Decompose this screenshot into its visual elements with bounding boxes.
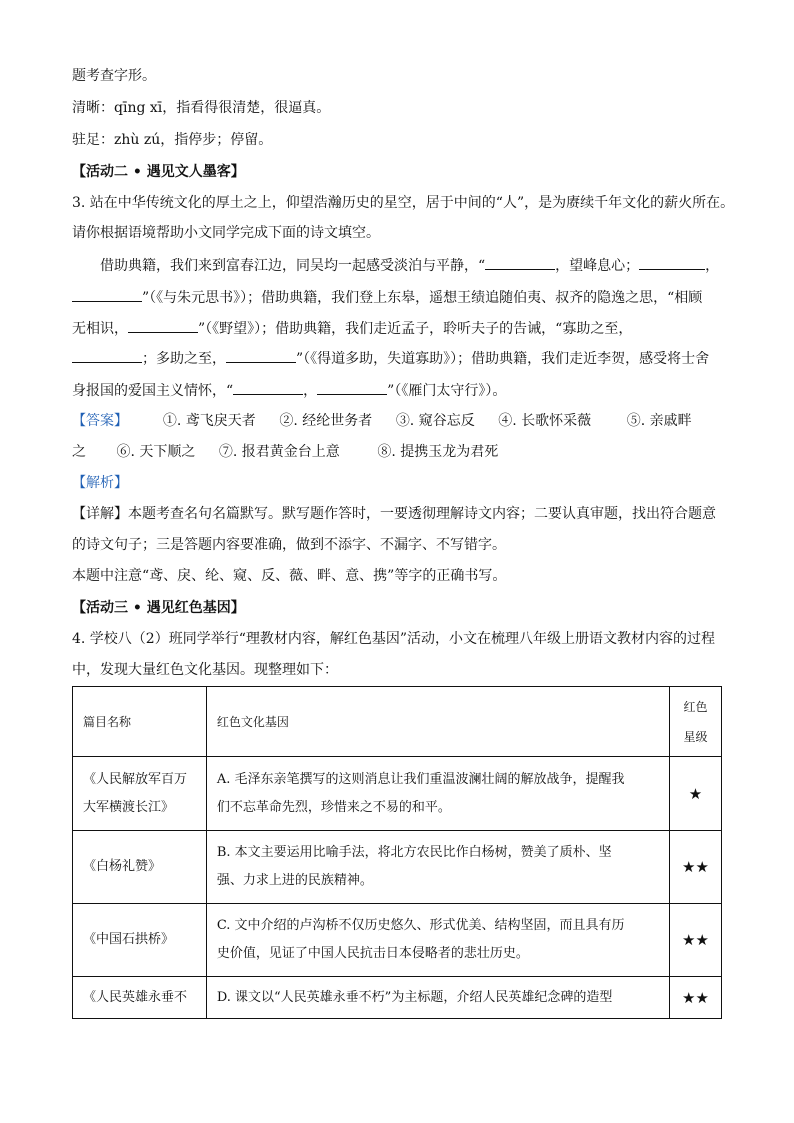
- row-gene-line: 们不忘革命先烈，珍惜来之不易的和平。: [216, 799, 451, 815]
- table-row: [73, 904, 722, 977]
- fill-blank-6[interactable]: [233, 380, 303, 395]
- row-title: 《中国石拱桥》: [73, 904, 207, 977]
- passage-text: ”（《雁门太守行》）。: [387, 383, 507, 399]
- passage-text: ”（《野望》）；借助典籍，我们走近孟子，聆听夫子的告诫，“寡助之至，: [198, 321, 633, 337]
- text-line: 题考查字形。: [72, 68, 156, 84]
- answer-8: ⑧. 提携玉龙为君死: [377, 444, 499, 460]
- row-title-line: 《人民解放军百万: [83, 771, 188, 787]
- passage-text: ”（《得道多助，失道寡助》）；借助典籍，我们走近李贺，感受将士舍: [296, 351, 710, 367]
- note-text: 本题中注意“鸢、戾、纶、窥、反、薇、畔、意、携”等字的正确书写。: [72, 568, 507, 584]
- answer-7: ⑦. 报君黄金台上意: [218, 444, 340, 460]
- text-line: 清晰：qīng xī，指看得很清楚，很逼真。: [72, 100, 331, 116]
- row-title: 《白杨礼赞》: [73, 831, 207, 904]
- answer-label: 【答案】: [72, 413, 128, 429]
- table-row: [73, 757, 722, 831]
- passage-line: [72, 287, 702, 308]
- answer-1: ①. 鸢飞戾天者: [162, 413, 256, 429]
- table-header-row: [73, 687, 722, 757]
- row-gene-line: 强、力求上进的民族精神。: [216, 873, 373, 888]
- header-stars-line2: 星级: [683, 729, 708, 744]
- section-heading-activity-3: 【活动三 • 遇见红色基因】: [72, 600, 245, 616]
- row-gene-line: A. 毛泽东亲笔撰写的这则消息让我们重温波澜壮阔的解放战争，提醒我: [216, 771, 625, 787]
- red-gene-table: [72, 686, 722, 1019]
- answer-4: ④. 长歌怀采薇: [498, 413, 592, 429]
- analysis-label: 【解析】: [72, 475, 128, 491]
- answer-5-cont: 之: [72, 444, 86, 460]
- passage-text: ，: [303, 383, 318, 399]
- passage-line: [72, 348, 709, 369]
- header-stars: [669, 687, 721, 757]
- question-3-text: 请你根据语境帮助小文同学完成下面的诗文填空。: [72, 225, 380, 241]
- answer-line: [72, 411, 692, 431]
- section-heading-activity-2: 【活动二 • 遇见文人墨客】: [72, 164, 245, 180]
- question-4-text: 4. 学校八（2）班同学举行“理教材内容，解红色基因”活动，小文在梳理八年级上册语文教材内容的过程: [72, 631, 716, 647]
- row-gene: [206, 831, 669, 904]
- passage-text: ；多助之至，: [142, 351, 226, 367]
- row-gene-line: 史价值，见证了中国人民抗击日本侵略者的悲壮历史。: [216, 946, 529, 961]
- passage-text: 身报国的爱国主义情怀，“: [72, 383, 234, 399]
- fill-blank-5[interactable]: [226, 348, 296, 363]
- fill-blank-3[interactable]: [128, 318, 198, 333]
- answer-3: ③. 窥谷忘反: [395, 413, 475, 429]
- passage-text: 借助典籍，我们来到富春江边，同吴均一起感受淡泊与平静，“: [100, 258, 486, 274]
- answer-line: [72, 442, 498, 462]
- passage-text: ”（《与朱元思书》）；借助典籍，我们登上东皋，遥想王绩追随伯夷、叔齐的隐逸之思，“相顾: [142, 290, 703, 306]
- row-title-line: 大军横渡长江》: [83, 799, 175, 815]
- header-gene: 红色文化基因: [206, 687, 669, 757]
- row-gene: [206, 904, 669, 977]
- fill-blank-2[interactable]: [639, 255, 705, 270]
- row-stars: ★: [669, 757, 721, 831]
- answer-5: ⑤. 亲戚畔: [626, 413, 692, 429]
- fill-blank-2b[interactable]: [72, 287, 142, 302]
- passage-line: [72, 318, 632, 339]
- question-4-text: 中，发现大量红色文化基因。现整理如下：: [72, 662, 338, 678]
- passage-line: [100, 255, 719, 276]
- row-stars: ★★: [669, 904, 721, 977]
- passage-text: ，望峰息心；: [555, 258, 640, 274]
- table-row: [73, 831, 722, 904]
- header-title: 篇目名称: [73, 687, 207, 757]
- text-line: 驻足：zhù zú，指停步；停留。: [72, 132, 273, 148]
- row-stars: ★★: [669, 831, 721, 904]
- passage-text: 无相识，: [72, 321, 128, 337]
- fill-blank-4[interactable]: [72, 348, 142, 363]
- fill-blank-7[interactable]: [317, 380, 387, 395]
- detail-text: 的诗文句子；三是答题内容要准确，做到不添字、不漏字、不写错字。: [72, 537, 506, 553]
- answer-2: ②. 经纶世务者: [279, 413, 373, 429]
- table-row: [73, 977, 722, 1019]
- header-stars-line1: 红色: [683, 699, 708, 714]
- row-stars: ★★: [669, 977, 721, 1019]
- row-title: [73, 757, 207, 831]
- passage-text: ，: [705, 258, 720, 274]
- row-gene: [206, 757, 669, 831]
- row-gene-line: B. 本文主要运用比喻手法，将北方农民比作白杨树，赞美了质朴、坚: [216, 845, 612, 860]
- row-gene: D. 课文以“人民英雄永垂不朽”为主标题，介绍人民英雄纪念碑的造型: [206, 977, 669, 1019]
- detail-text: 【详解】本题考查名句名篇默写。默写题作答时，一要透彻理解诗文内容；二要认真审题，找出符合题意: [72, 506, 716, 522]
- row-gene-line: C. 文中介绍的卢沟桥不仅历史悠久、形式优美、结构坚固，而且具有历: [216, 918, 625, 933]
- answer-6: ⑥. 天下顺之: [116, 444, 196, 460]
- row-title: 《人民英雄永垂不: [73, 977, 207, 1019]
- fill-blank-1[interactable]: [485, 255, 555, 270]
- question-3-text: 3. 站在中华传统文化的厚土之上，仰望浩瀚历史的星空，居于中间的“人”，是为赓续千年文化的薪火所在。: [72, 195, 735, 211]
- passage-line: [72, 380, 506, 401]
